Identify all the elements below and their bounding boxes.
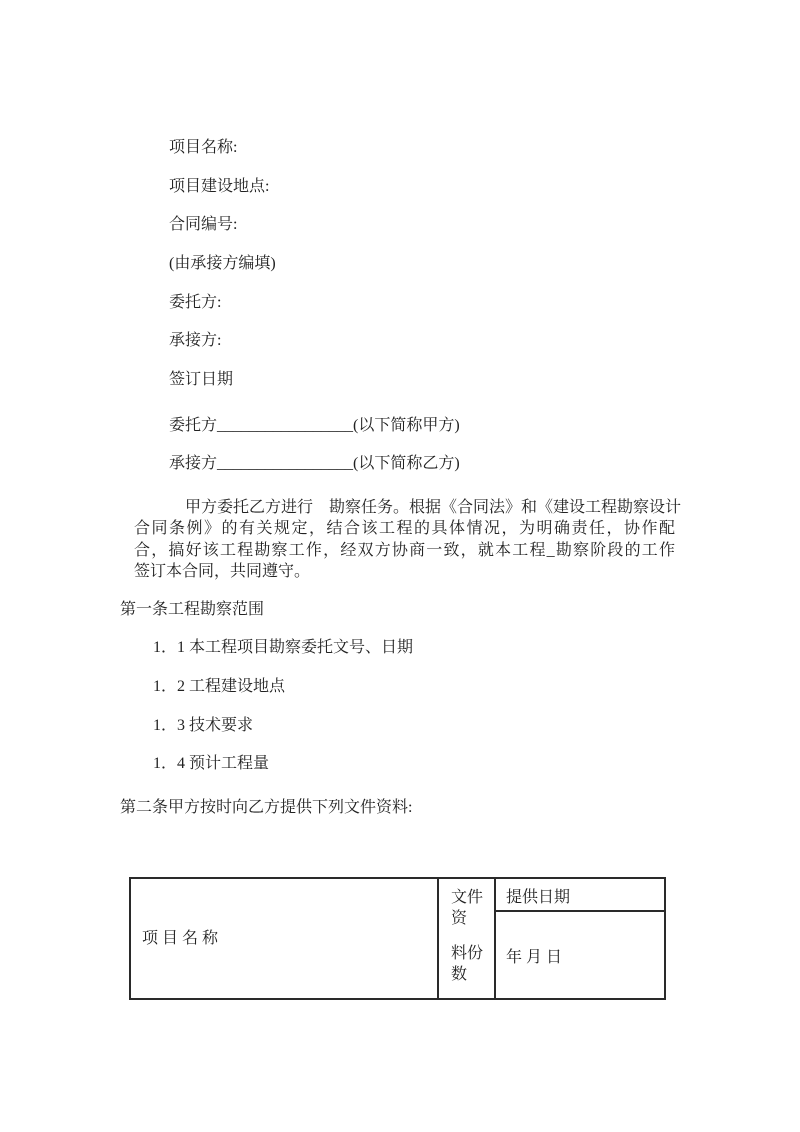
project-name-header-cell [131, 879, 439, 998]
doc-copies-text-line2: 料份数 [451, 945, 484, 983]
section-one-item: 1．1 本工程项目勘察委托文号、日期 [153, 639, 414, 656]
section-one-heading: 第一条工程勘察范围 [120, 601, 265, 618]
project-name-header-text: 项 目 名 称 [142, 930, 219, 947]
project-name-label: 项目名称: [169, 139, 238, 156]
section-one-item: 1．3 技术要求 [153, 717, 254, 734]
doc-copies-header-cell [439, 879, 496, 998]
client-label: 委托方: [169, 294, 222, 311]
contract-number-label: 合同编号: [169, 216, 238, 233]
section-one-item: 1．4 预计工程量 [153, 755, 270, 772]
intro-paragraph-line-1: 甲方委托乙方进行 勘察任务。根据《合同法》和《建设工程勘察设计 [185, 499, 682, 516]
date-value-cell: 年 月 日 [506, 949, 563, 966]
provide-date-header-cell: 提供日期 [496, 879, 664, 912]
contractor-label: 承接方: [169, 332, 222, 349]
project-location-label: 项目建设地点: [169, 178, 270, 195]
provide-date-column [496, 879, 664, 998]
client-blank-line: 委托方_________________(以下简称甲方) [169, 417, 460, 434]
section-one-item: 1．2 工程建设地点 [153, 678, 286, 695]
intro-paragraph-line-4: 签订本合同，共同遵守。 [134, 563, 311, 580]
signing-date-label: 签订日期 [169, 371, 234, 388]
contractor-fill-note: (由承接方编填) [169, 255, 276, 272]
intro-paragraph-line-2: 合同条例》的有关规定，结合该工程的具体情况，为明确责任，协作配 [134, 520, 675, 537]
intro-paragraph-line-3: 合，搞好该工程勘察工作，经双方协商一致，就本工程_勘察阶段的工作 [134, 542, 675, 559]
doc-copies-text-line1: 文件资 [451, 889, 484, 927]
files-table [129, 877, 666, 1000]
contractor-blank-line: 承接方_________________(以下简称乙方) [169, 455, 460, 472]
section-two-heading: 第二条甲方按时向乙方提供下列文件资料: [120, 799, 413, 816]
